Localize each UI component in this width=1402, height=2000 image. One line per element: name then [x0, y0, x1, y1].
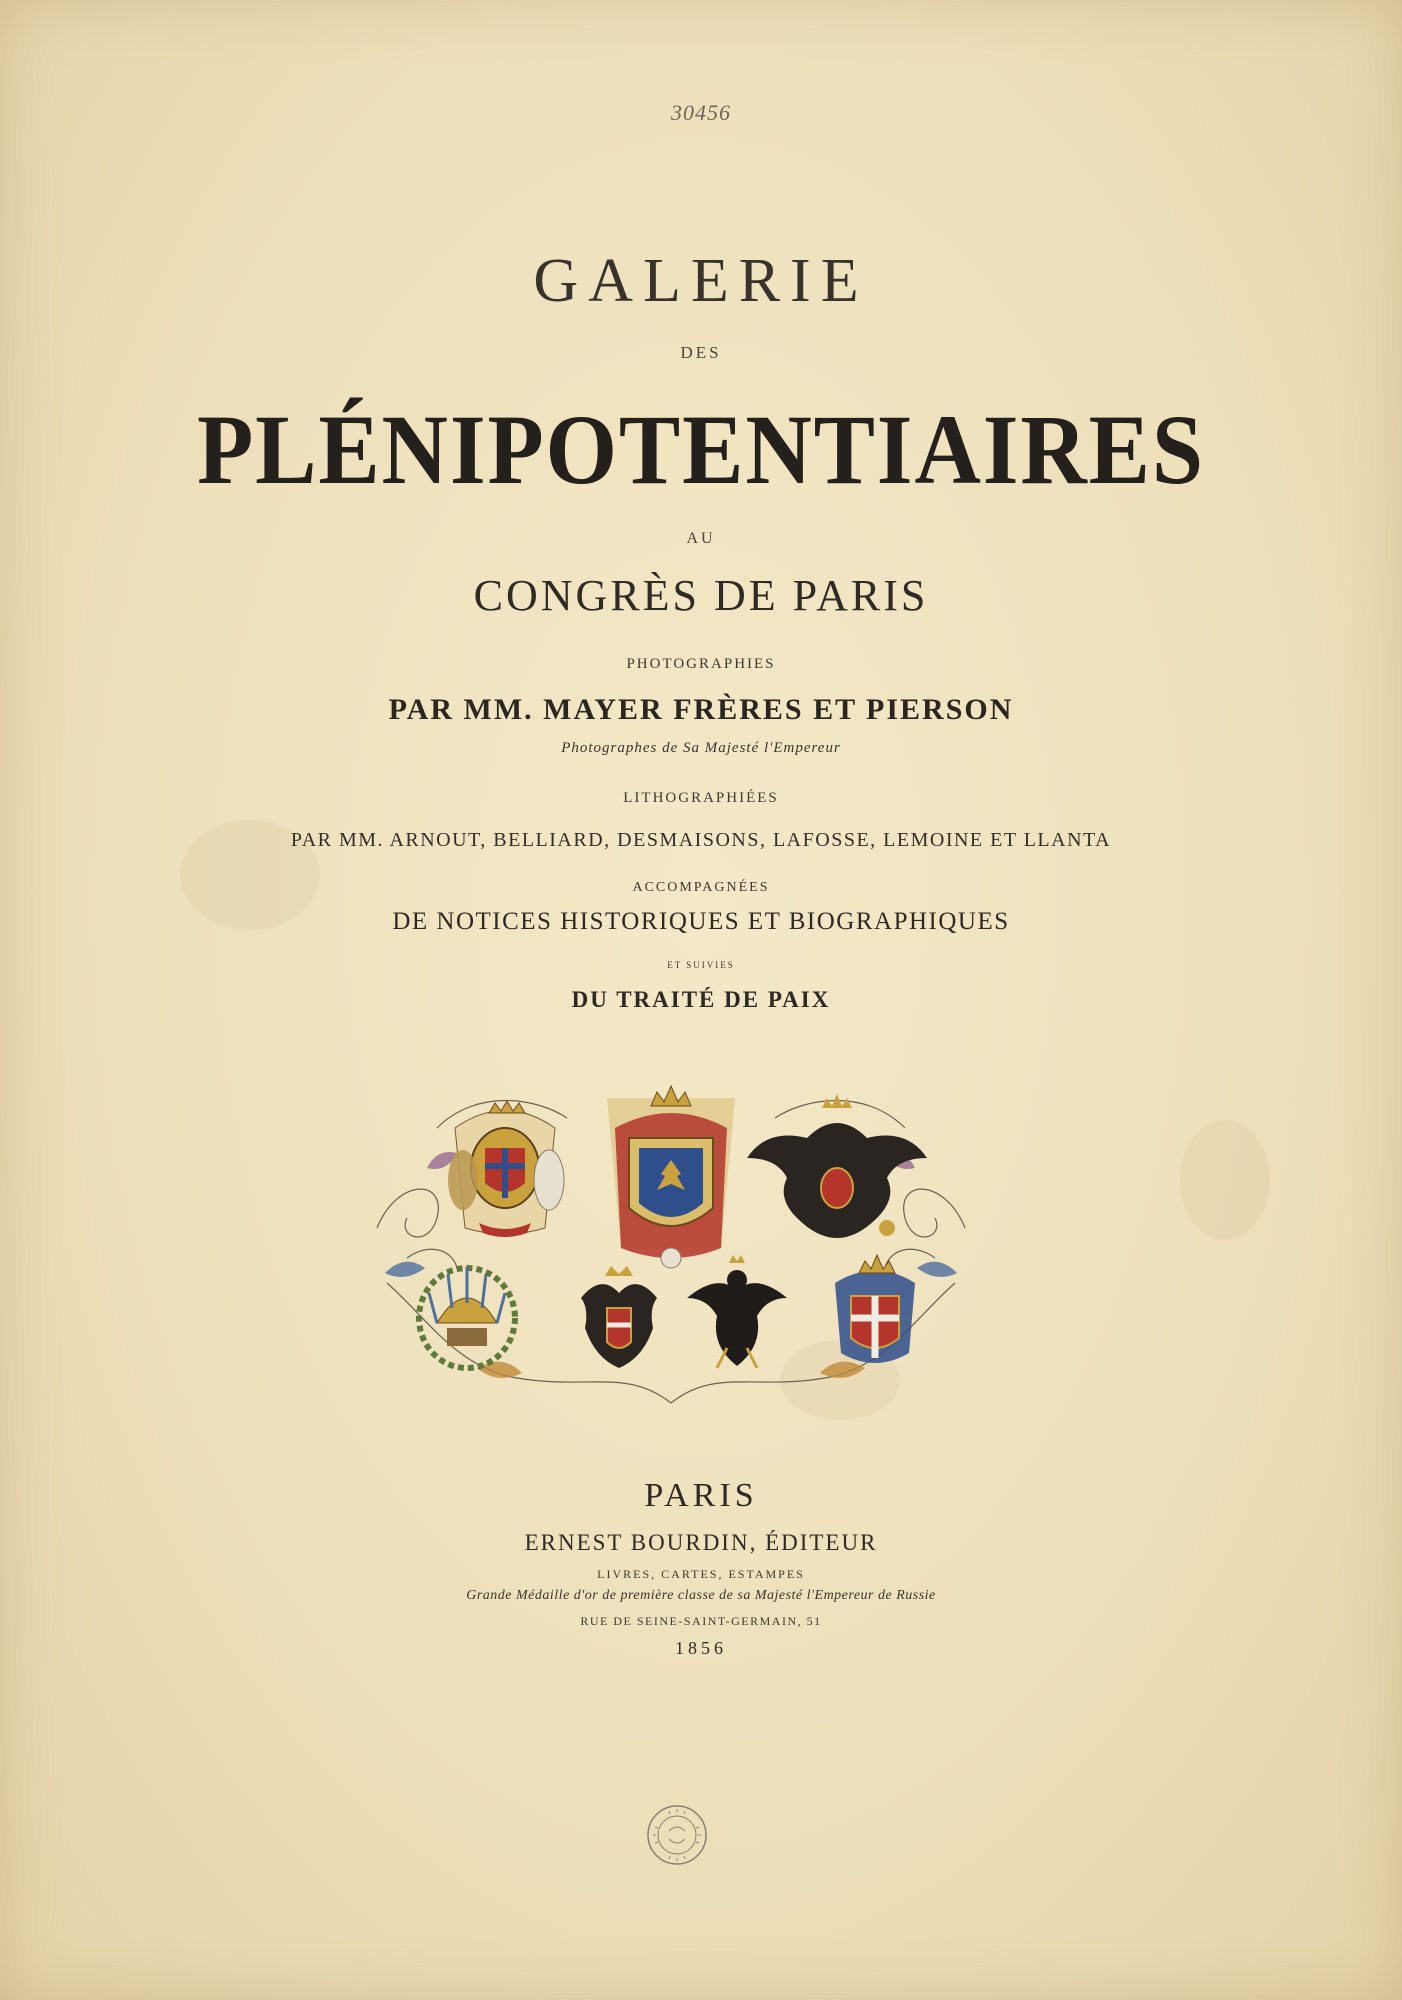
title-congres: CONGRÈS DE PARIS — [473, 571, 929, 620]
prussian-eagle-arms — [687, 1255, 787, 1368]
notices-line: DE NOTICES HISTORIQUES ET BIOGRAPHIQUES — [392, 908, 1010, 935]
lithographers-credit: PAR MM. ARNOUT, BELLIARD, DESMAISONS, LAFOSSE, LEMOINE ET LLANTA — [290, 829, 1112, 851]
imprint-year: 1856 — [675, 1638, 727, 1658]
photographers-credit: PAR MM. MAYER FRÈRES ET PIERSON — [388, 693, 1014, 726]
label-accompagnees: ACCOMPAGNÉES — [632, 880, 770, 895]
title-des: DES — [680, 343, 722, 362]
imprint-city: PARIS — [644, 1477, 758, 1514]
title-au: AU — [686, 530, 716, 547]
main-title: PLÉNIPOTENTIAIRES — [197, 394, 1205, 505]
british-arms — [448, 1101, 564, 1237]
shelfmark-number: 30456 — [671, 100, 731, 125]
sardinian-arms — [835, 1255, 915, 1363]
imprint-products: LIVRES, CARTES, ESTAMPES — [597, 1567, 805, 1581]
coats-of-arms-illustration — [367, 1068, 975, 1418]
imprint-medal: Grande Médaille d'or de première classe de sa Majesté l'Empereur de Russie — [466, 1588, 936, 1603]
label-photographies: PHOTOGRAPHIES — [626, 656, 776, 672]
photographers-title: Photographes de Sa Majesté l'Empereur — [561, 740, 841, 756]
imprint-publisher: ERNEST BOURDIN, ÉDITEUR — [524, 1530, 878, 1555]
traite-line: DU TRAITÉ DE PAIX — [571, 987, 831, 1012]
imprint-address: RUE DE SEINE-SAINT-GERMAIN, 51 — [580, 1614, 822, 1628]
french-imperial-arms — [607, 1086, 735, 1268]
label-et-suivies: ET SUIVIES — [667, 960, 735, 970]
austrian-eagle-arms — [581, 1266, 657, 1368]
library-stamp — [645, 1803, 709, 1867]
title-galerie: GALERIE — [533, 247, 869, 315]
paper-stain — [1180, 1120, 1270, 1240]
ottoman-arms — [419, 1267, 515, 1368]
label-lithographiees: LITHOGRAPHIÉES — [623, 790, 779, 806]
